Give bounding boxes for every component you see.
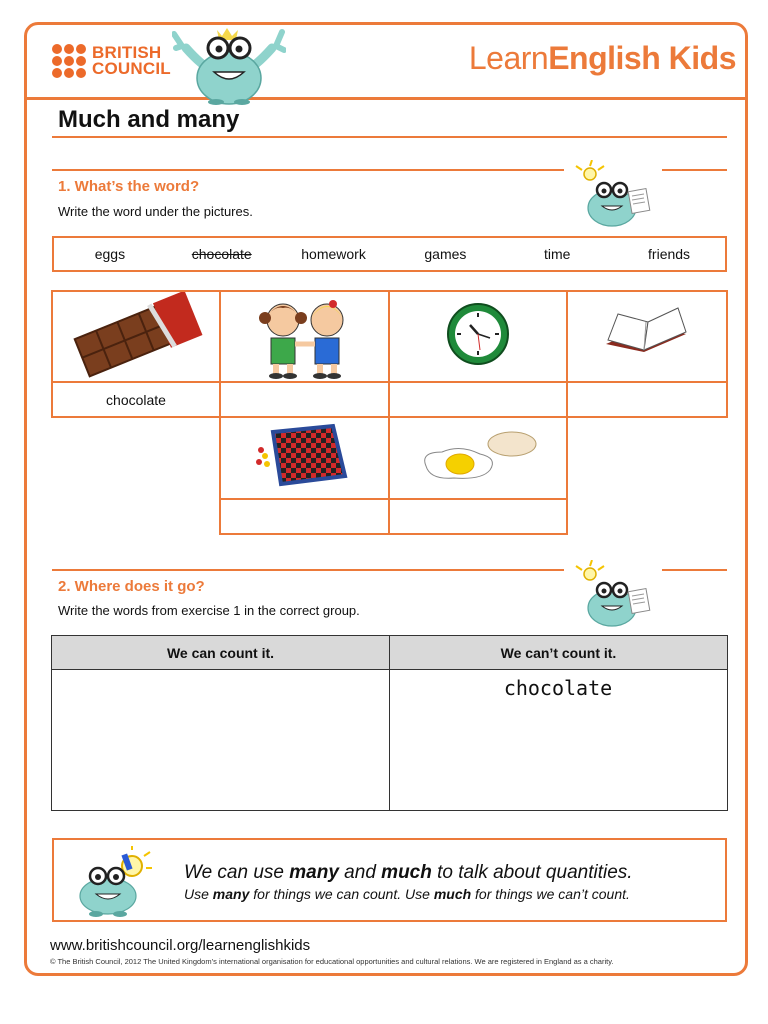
british-council-dots-icon	[52, 44, 86, 78]
word-bank-item: eggs	[94, 246, 126, 262]
lightbulb-monster-icon	[74, 846, 164, 918]
picture-cell-eggs	[388, 416, 568, 500]
section2-rule-left	[52, 569, 564, 571]
answer-cell[interactable]: chocolate	[51, 381, 221, 418]
word-bank-item: homework	[301, 246, 366, 262]
picture-cell-games	[219, 416, 390, 500]
footer-legal-text: © The British Council, 2012 The United Kingdom’s international organisation for educational opportunities and cultural relations. We are registered in England as a charity.	[50, 957, 614, 966]
word-bank-item: time	[544, 246, 571, 262]
answer-cell[interactable]	[219, 498, 390, 535]
answer-cell[interactable]	[219, 381, 390, 418]
uncountable-answer-entry[interactable]: chocolate	[503, 676, 613, 700]
section2-title: 2. Where does it go?	[58, 578, 205, 595]
board-game-icon	[221, 418, 388, 498]
chocolate-bar-icon	[53, 292, 219, 381]
reading-monster-icon	[572, 160, 660, 230]
countable-answer-area[interactable]	[52, 671, 389, 810]
word-bank-item: games	[424, 246, 467, 262]
word-bank-item-used: chocolate	[191, 246, 252, 262]
section2-instruction: Write the words from exercise 1 in the correct group.	[58, 603, 360, 618]
clock-icon	[390, 292, 566, 381]
section2-rule-right	[662, 569, 727, 571]
sorting-table	[51, 635, 728, 811]
open-book-icon	[568, 292, 726, 381]
picture-cell-chocolate	[51, 290, 221, 383]
reading-monster-icon	[572, 560, 660, 630]
header-divider	[24, 97, 748, 100]
picture-cell-time	[388, 290, 568, 383]
word-bank	[52, 236, 727, 272]
section1-title: 1. What’s the word?	[58, 178, 200, 195]
tip-main-sentence: We can use many and much to talk about quantities.	[184, 862, 633, 883]
word-bank-item: friends	[648, 246, 691, 262]
tip-sub-sentence: Use many for things we can count. Use much for things we can’t count.	[184, 886, 630, 902]
friends-icon	[221, 292, 388, 381]
column-header-uncountable: We can’t count it.	[390, 636, 727, 670]
title-underline	[52, 136, 727, 138]
monster-mascot-icon	[172, 26, 286, 106]
british-council-wordmark: BRITISH COUNCIL	[92, 43, 171, 78]
column-divider	[389, 636, 390, 810]
answer-cell[interactable]	[388, 381, 568, 418]
picture-cell-homework	[566, 290, 728, 383]
section1-instruction: Write the word under the pictures.	[58, 204, 253, 219]
picture-cell-friends	[219, 290, 390, 383]
section1-rule-left	[52, 169, 564, 171]
answer-cell[interactable]	[566, 381, 728, 418]
page-title: Much and many	[58, 106, 240, 133]
footer-website-link[interactable]: www.britishcouncil.org/learnenglishkids	[50, 937, 311, 954]
british-council-logo	[52, 44, 171, 78]
section1-rule-right	[662, 169, 727, 171]
grammar-tip-box	[52, 838, 727, 922]
learnenglish-kids-logo: LearnEnglish Kids	[468, 40, 736, 76]
eggs-icon	[390, 418, 566, 498]
answer-cell[interactable]	[388, 498, 568, 535]
column-header-countable: We can count it.	[52, 636, 389, 670]
